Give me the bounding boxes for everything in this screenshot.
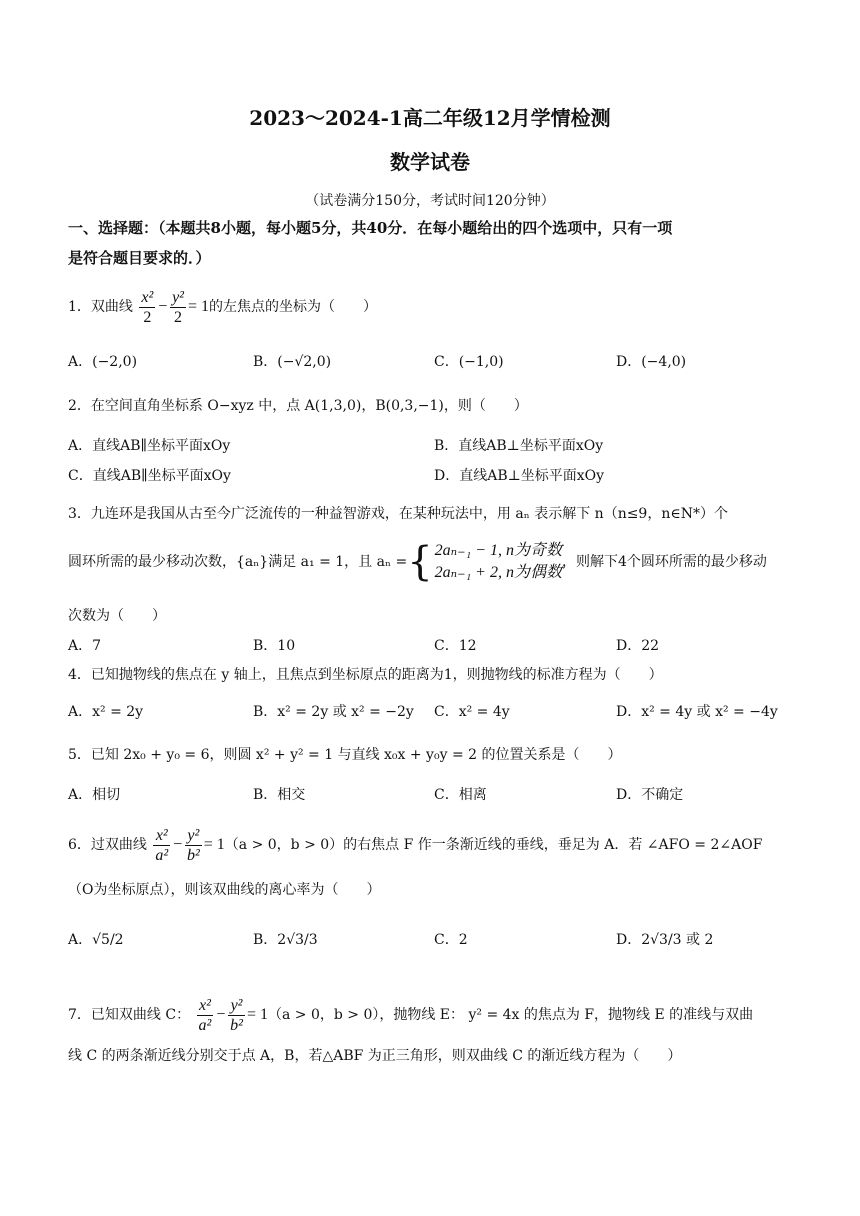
question-text: 已知 2x₀ + y₀ = 6，则圆 x² + y² = 1 与直线 x₀x + y₀y = 2 的位置关系是（ ）	[90, 747, 622, 763]
option-b[interactable]: B．(−√2,0)	[253, 354, 332, 370]
hyperbola-equation: $\frac{\text{x²}}{\text{a²}}$ − $\frac{\text{y²}}{\text{b²}}$ = 1	[155, 827, 225, 864]
question-4	[68, 665, 663, 685]
option-a[interactable]: A．(−2,0)	[68, 354, 138, 370]
question-3-line-1	[68, 504, 728, 524]
piecewise-cases: 2aₙ₋₁ − 1, n为奇数 2aₙ₋₁ + 2, n为偶数	[434, 542, 562, 581]
question-text: 九连环是我国从古至今广泛流传的一种益智游戏，在某种玩法中，用 aₙ 表示解下 n（n≤9，n∈N*）个	[90, 506, 728, 522]
question-number: 3．	[68, 506, 91, 522]
question-text: 在空间直角坐标系 O−xyz 中，点 A(1,3,0)，B(0,3,−1)，则（ ）	[90, 398, 528, 414]
exam-title: 2023～2024-1高二年级12月学情检测	[249, 106, 611, 130]
exam-note: （试卷满分150分，考试时间120分钟）	[305, 193, 555, 209]
question-5	[68, 745, 621, 765]
question-1	[68, 288, 377, 327]
question-number: 1．	[68, 299, 91, 316]
option-d[interactable]: D．x² = 4y 或 x² = −4y	[616, 704, 778, 720]
hyperbola-equation: $\frac{\text{x²}}{\text{a²}}$ − $\frac{\text{y²}}{\text{b²}}$ = 1	[198, 997, 268, 1034]
option-a[interactable]: A．x² = 2y	[68, 704, 144, 720]
question-text: 的左焦点的坐标为（ ）	[209, 299, 378, 316]
question-text: 双曲线	[90, 299, 133, 316]
question-3-line-2: 圆环所需的最少移动次数，{aₙ}满足 a₁ = 1，且 aₙ ={ 2aₙ₋₁ − 1, n为奇数 2aₙ₋₁ + 2, n为偶数，则解下4个圆环所需的最少移动	[68, 539, 767, 585]
option-a[interactable]: A．相切	[68, 787, 121, 803]
question-3-line-3: 次数为（ ）	[68, 608, 166, 624]
question-6-line-1	[68, 826, 762, 865]
hyperbola-equation: $\frac{\text{x²}}{2}$ − $\frac{\text{y²}}{2}$ = 1	[141, 289, 210, 326]
option-d[interactable]: D．22	[616, 638, 660, 654]
brace: {	[407, 539, 433, 585]
option-b[interactable]: B．直线AB⊥坐标平面xOy	[434, 438, 604, 454]
question-7-line-2: 线 C 的两条渐近线分别交于点 A，B，若△ABF 为正三角形，则双曲线 C 的渐近线方程为（ ）	[68, 1048, 682, 1064]
option-a[interactable]: A．7	[68, 638, 102, 654]
option-c[interactable]: C．相离	[434, 787, 487, 803]
option-d[interactable]: D．不确定	[616, 787, 684, 803]
option-c[interactable]: C．x² = 4y	[434, 704, 510, 720]
question-number: 5．	[68, 747, 91, 763]
option-b[interactable]: B．2√3/3	[253, 932, 318, 948]
question-number: 7．	[68, 1007, 91, 1024]
question-number: 6．	[68, 837, 91, 854]
question-text: （a > 0，b > 0），抛物线 E： y² = 4x 的焦点为 F，抛物线 E 的准线与双曲	[267, 1007, 754, 1024]
option-b[interactable]: B．x² = 2y 或 x² = −2y	[253, 704, 414, 720]
option-b[interactable]: B．10	[253, 638, 296, 654]
question-6-line-2: （O为坐标原点），则该双曲线的离心率为（ ）	[68, 882, 381, 898]
question-number: 4．	[68, 667, 91, 683]
option-d[interactable]: D．直线AB⊥坐标平面xOy	[434, 468, 605, 484]
question-text: （a > 0，b > 0）的右焦点 F 作一条渐近线的垂线，垂足为 A．若 ∠AFO = 2∠AOF	[224, 837, 763, 854]
section-heading: 一、选择题：（本题共8小题，每小题5分，共40分．在每小题给出的四个选项中，只有一项 是符合题目要求的．）	[68, 219, 673, 267]
option-a[interactable]: A．√5/2	[68, 932, 124, 948]
option-c[interactable]: C．12	[434, 638, 477, 654]
question-2	[68, 396, 528, 416]
option-d[interactable]: D．(−4,0)	[616, 354, 687, 370]
question-7-line-1	[68, 996, 753, 1035]
option-d[interactable]: D．2√3/3 或 2	[616, 932, 714, 948]
option-b[interactable]: B．相交	[253, 787, 306, 803]
option-c[interactable]: C．2	[434, 932, 468, 948]
question-text: 过双曲线	[90, 837, 147, 854]
option-c[interactable]: C．(−1,0)	[434, 354, 504, 370]
exam-subtitle: 数学试卷	[390, 150, 470, 174]
question-text: 已知双曲线 C：	[90, 1007, 191, 1024]
question-text: 已知抛物线的焦点在 y 轴上，且焦点到坐标原点的距离为1，则抛物线的标准方程为（ ）	[90, 667, 663, 683]
option-a[interactable]: A．直线AB∥坐标平面xOy	[68, 438, 231, 454]
question-number: 2．	[68, 398, 91, 414]
option-c[interactable]: C．直线AB∥坐标平面xOy	[68, 468, 231, 484]
